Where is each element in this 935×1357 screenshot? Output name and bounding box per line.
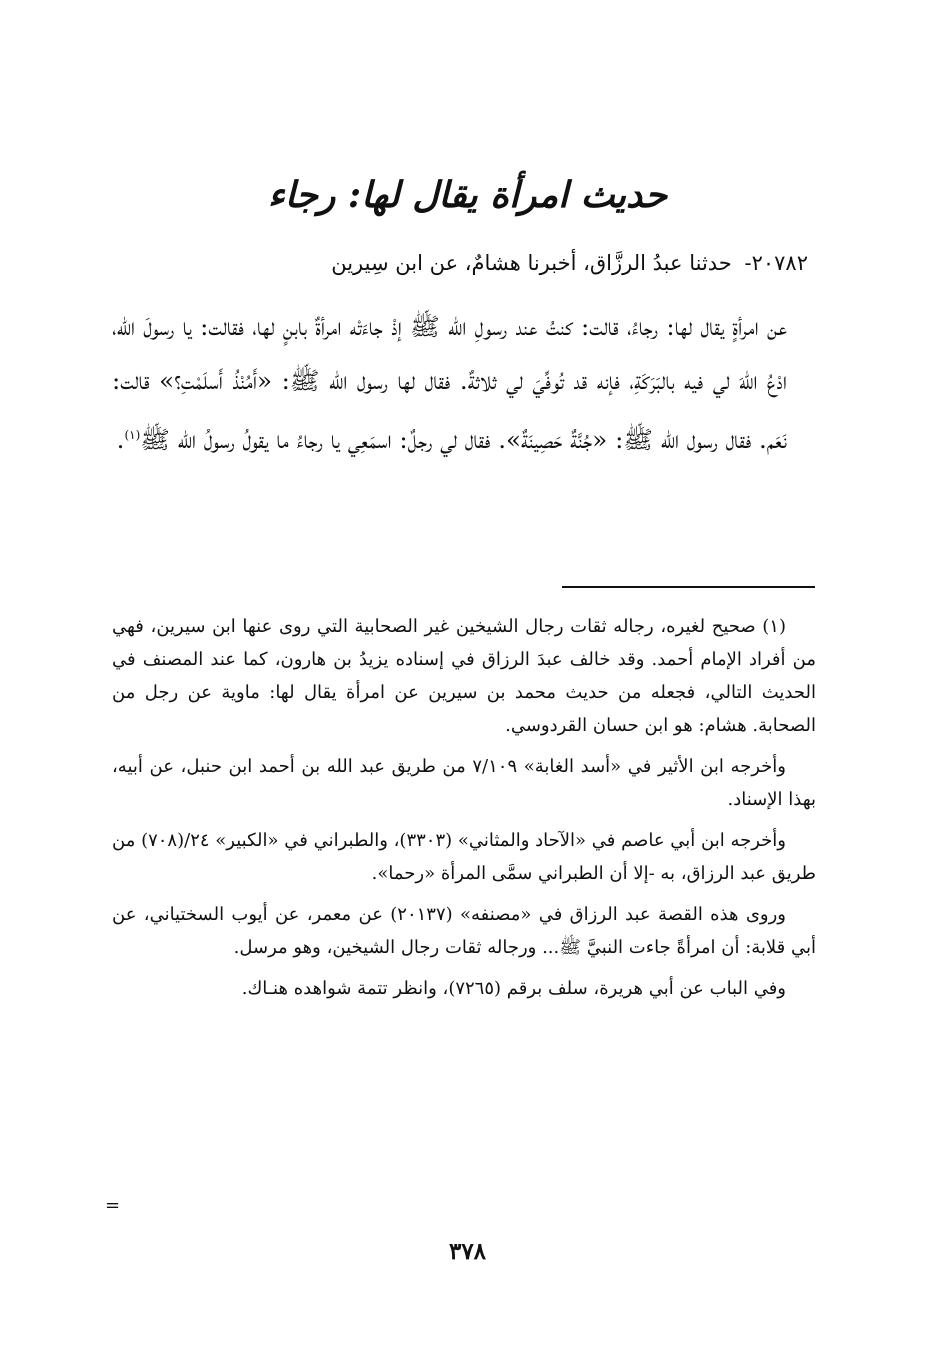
hadith-text-block — [112, 300, 815, 467]
footnote-paragraph — [112, 898, 816, 964]
hadith-text-end: . — [116, 425, 125, 455]
footnote-paragraph — [112, 824, 816, 890]
hadith-text: عن امرأةٍ يقال لها: رجاءُ، قالت: كنتُ عند رسولِ الله ﷺ إذْ جاءَتْه امرأةٌ بابنٍ لها، فقالت: يا رسولَ الله، ادْعُ اللهَ لي فيه بالبَرَكَةِ، فإنه قد تُوفِّيَ لي ثلاثةٌ. فقال لها رسول الله ﷺ: «أَمُنْذُ أَسلَمْتِ؟» قالت: نَعَم. فقال رسول الله ﷺ: «جُنَّةٌ حَصِينَةٌ». فقال لي رجلٌ: اسمَعِي يا رجاءُ ما يقولُ رسولُ الله ﷺ — [112, 312, 787, 455]
footnote-text: وفي الباب عن أبي هريرة، سلف برقم (٧٢٦٥)، وانظر تتمة شواهده هنـاك. — [241, 978, 786, 999]
footnotes-block — [112, 610, 816, 1013]
footnote-paragraph — [112, 972, 816, 1005]
chapter-title: حديث امرأة يقال لها: رجاء — [267, 174, 668, 216]
page-number: ٣٧٨ — [448, 1238, 487, 1265]
hadith-isnad-line — [118, 248, 808, 278]
hadith-number: ٢٠٧٨٢- — [744, 251, 808, 275]
footnote-text: وروى هذه القصة عبد الرزاق في «مصنفه» (٢٠١٣٧) عن معمر، عن أيوب السختياني، عن أبي قلابة: أن امرأةً جاءت النبيَّ ﷺ... ورجاله ثقات رجال الشيخين، وهو مرسل. — [112, 904, 816, 958]
footnote-text: (١) صحيح لغيره، رجاله ثقات رجال الشيخين غير الصحابية التي روى عنها ابن سيرين، فهي من أفراد الإمام أحمد. وقد خالف عبدَ الرزاق في إسناده يزيدُ بن هارون، كما عند المصنف في الحديث التالي، فجعله من حديث محمد بن سيرين عن امرأة يقال لها: ماوية عن رجل من الصحابة. هشام: هو ابن حسان القردوسي. — [112, 616, 816, 736]
continuation-mark: = — [105, 1195, 121, 1216]
footnote-separator — [562, 586, 815, 588]
footnote-ref: (١) — [124, 428, 141, 442]
footnote-text: وأخرجه ابن أبي عاصم في «الآحاد والمثاني» (٣٣٠٣)، والطبراني في «الكبير» ٢٤/(٧٠٨) من طريق عبد الرزاق، به -إلا أن الطبراني سمَّى المرأة «رحما». — [112, 830, 816, 884]
footnote-text: وأخرجه ابن الأثير في «أسد الغابة» ٧/١٠٩ من طريق عبد الله بن أحمد ابن حنبل، عن أبيه، بهذا الإسناد. — [112, 756, 816, 810]
hadith-text-paragraph — [112, 300, 815, 467]
footnote-paragraph — [112, 750, 816, 816]
hadith-isnad: حدثنا عبدُ الرزَّاق، أخبرنا هشامٌ، عن ابن سِيرين — [331, 251, 732, 275]
footnote-paragraph — [112, 610, 816, 742]
